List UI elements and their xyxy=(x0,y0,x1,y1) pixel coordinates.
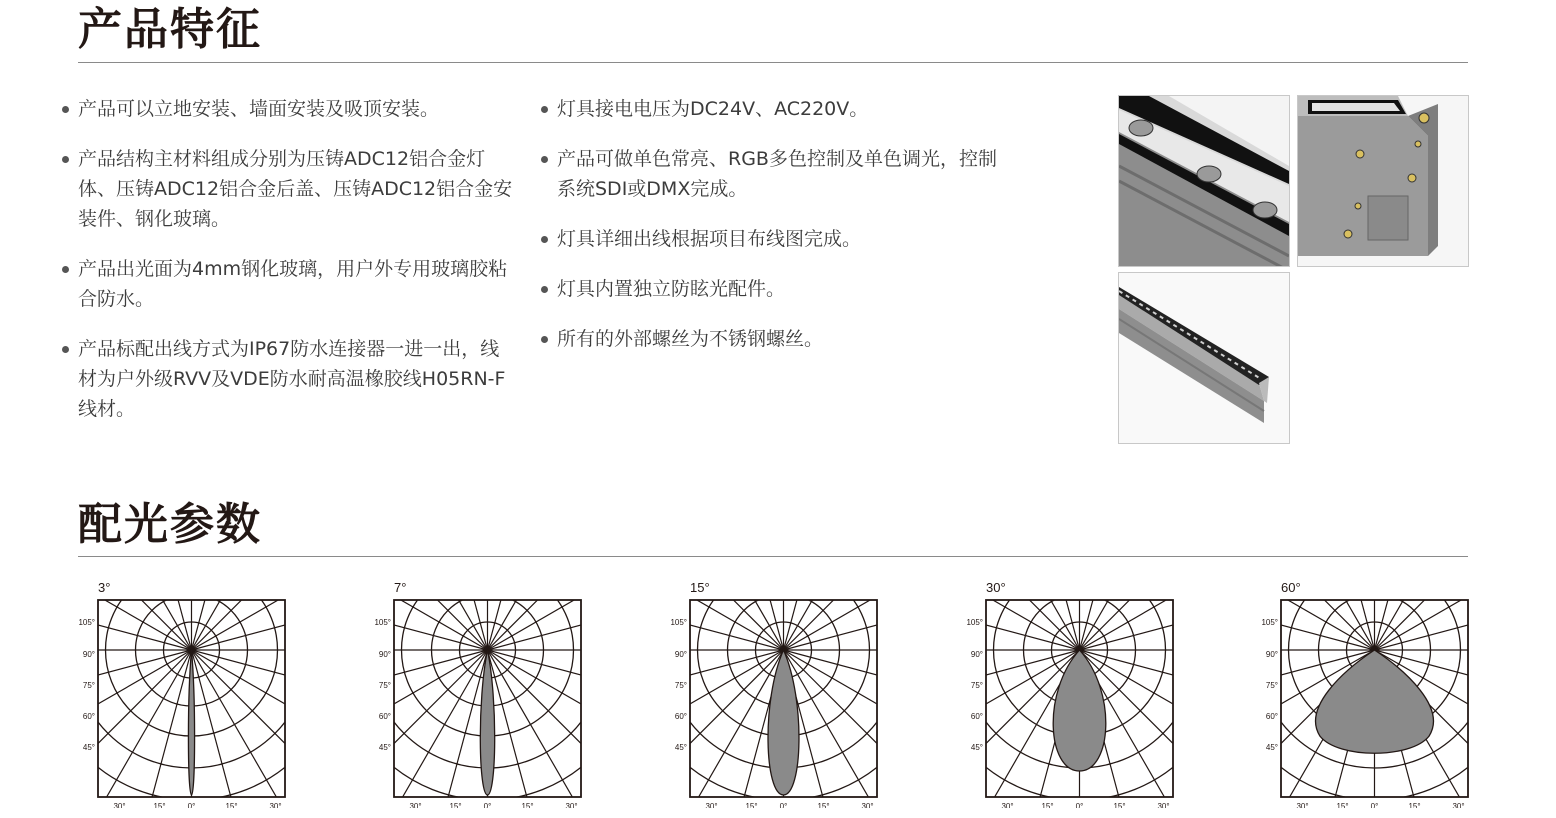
grid-ray xyxy=(1255,578,1375,650)
y-tick-label: 60° xyxy=(1265,712,1278,721)
polar-chart-3 xyxy=(72,578,302,808)
x-tick-label: 15° xyxy=(521,802,534,808)
polar-chart-7 xyxy=(368,578,598,808)
chart-title: 30° xyxy=(986,580,1006,595)
y-tick-label: 105° xyxy=(966,618,983,627)
y-tick-label: 75° xyxy=(82,681,95,690)
feature-item: 所有的外部螺丝为不锈钢螺丝。 xyxy=(541,324,1001,354)
chart-title: 60° xyxy=(1281,580,1301,595)
divider xyxy=(78,62,1468,63)
chart-title: 3° xyxy=(98,580,111,595)
feature-item: 产品可做单色常亮、RGB多色控制及单色调光，控制系统SDI或DMX完成。 xyxy=(541,144,1001,204)
feature-item: 产品结构主材料组成分别为压铸ADC12铝合金灯体、压铸ADC12铝合金后盖、压铸ADC12铝合金安装件、钢化玻璃。 xyxy=(62,144,518,234)
polar-grid xyxy=(960,578,1190,808)
y-tick-label: 105° xyxy=(374,618,391,627)
grid-ray xyxy=(664,578,784,650)
beam-lobe xyxy=(188,650,194,795)
grid-ray xyxy=(368,650,488,808)
y-tick-label: 45° xyxy=(1265,743,1278,752)
y-tick-label: 60° xyxy=(674,712,687,721)
x-tick-label: 15° xyxy=(225,802,238,808)
x-tick-label: 15° xyxy=(1113,802,1126,808)
y-tick-label: 75° xyxy=(970,681,983,690)
polar-chart-svg xyxy=(368,578,598,808)
grid-ray xyxy=(664,650,784,808)
x-tick-label: 30° xyxy=(1001,802,1014,808)
polar-grid xyxy=(664,578,894,808)
grid-ray xyxy=(664,650,784,808)
beam-lobe xyxy=(768,650,799,795)
y-tick-label: 90° xyxy=(82,650,95,659)
x-tick-label: 30° xyxy=(113,802,126,808)
polar-chart-svg xyxy=(1255,578,1485,808)
feature-item: 产品可以立地安装、墙面安装及吸顶安装。 xyxy=(62,94,518,124)
polar-chart-60 xyxy=(1255,578,1485,808)
y-tick-label: 75° xyxy=(378,681,391,690)
grid-ray xyxy=(368,578,488,650)
divider xyxy=(78,556,1468,557)
x-tick-label: 0° xyxy=(779,802,788,808)
y-tick-label: 75° xyxy=(1265,681,1278,690)
polar-grid xyxy=(368,578,598,808)
y-tick-label: 60° xyxy=(378,712,391,721)
y-tick-label: 105° xyxy=(1261,618,1278,627)
x-tick-label: 0° xyxy=(1370,802,1379,808)
grid-ray xyxy=(368,650,488,808)
feature-item: 灯具详细出线根据项目布线图完成。 xyxy=(541,224,1001,254)
polar-chart-30 xyxy=(960,578,1190,808)
y-tick-label: 90° xyxy=(1265,650,1278,659)
y-tick-label: 90° xyxy=(674,650,687,659)
x-tick-label: 15° xyxy=(1408,802,1421,808)
x-tick-label: 30° xyxy=(409,802,422,808)
x-tick-label: 30° xyxy=(565,802,578,808)
features-right-column xyxy=(541,94,1001,374)
beam-lobe xyxy=(480,650,494,795)
x-tick-label: 30° xyxy=(861,802,874,808)
product-photo-closeup xyxy=(1118,95,1290,267)
x-tick-label: 30° xyxy=(269,802,282,808)
polar-chart-svg xyxy=(664,578,894,808)
x-tick-label: 15° xyxy=(817,802,830,808)
y-tick-label: 90° xyxy=(378,650,391,659)
features-left-column xyxy=(62,94,518,444)
y-tick-label: 45° xyxy=(378,743,391,752)
feature-item: 灯具接电电压为DC24V、AC220V。 xyxy=(541,94,1001,124)
x-tick-label: 30° xyxy=(1296,802,1309,808)
polar-grid xyxy=(1255,578,1485,808)
x-tick-label: 15° xyxy=(1041,802,1054,808)
x-tick-label: 15° xyxy=(745,802,758,808)
y-tick-label: 45° xyxy=(82,743,95,752)
product-photo-full xyxy=(1118,272,1290,444)
polar-chart-svg xyxy=(72,578,302,808)
y-tick-label: 90° xyxy=(970,650,983,659)
beam-lobe xyxy=(1316,650,1434,753)
x-tick-label: 0° xyxy=(187,802,196,808)
y-tick-label: 45° xyxy=(674,743,687,752)
y-tick-label: 75° xyxy=(674,681,687,690)
product-photo-endcap xyxy=(1297,95,1469,267)
chart-title: 15° xyxy=(690,580,710,595)
polar-grid xyxy=(72,578,302,808)
x-tick-label: 15° xyxy=(1336,802,1349,808)
grid-ray xyxy=(72,650,192,808)
x-tick-label: 0° xyxy=(483,802,492,808)
y-tick-label: 60° xyxy=(970,712,983,721)
x-tick-label: 15° xyxy=(153,802,166,808)
x-tick-label: 30° xyxy=(705,802,718,808)
grid-ray xyxy=(960,578,1080,650)
x-tick-label: 30° xyxy=(1452,802,1465,808)
section-title-features: 产品特征 xyxy=(78,4,262,55)
grid-ray xyxy=(72,650,192,808)
feature-item: 产品标配出线方式为IP67防水连接器一进一出，线材为户外级RVV及VDE防水耐高温橡胶线H05RN-F线材。 xyxy=(62,334,518,424)
chart-title: 7° xyxy=(394,580,407,595)
x-tick-label: 0° xyxy=(1075,802,1084,808)
feature-item: 灯具内置独立防眩光配件。 xyxy=(541,274,1001,304)
polar-chart-15 xyxy=(664,578,894,808)
section-title-light-distribution: 配光参数 xyxy=(78,499,262,550)
y-tick-label: 45° xyxy=(970,743,983,752)
y-tick-label: 60° xyxy=(82,712,95,721)
y-tick-label: 105° xyxy=(670,618,687,627)
polar-chart-svg xyxy=(960,578,1190,808)
x-tick-label: 30° xyxy=(1157,802,1170,808)
feature-item: 产品出光面为4mm钢化玻璃，用户外专用玻璃胶粘合防水。 xyxy=(62,254,518,314)
x-tick-label: 15° xyxy=(449,802,462,808)
grid-ray xyxy=(72,578,191,650)
y-tick-label: 105° xyxy=(78,618,95,627)
